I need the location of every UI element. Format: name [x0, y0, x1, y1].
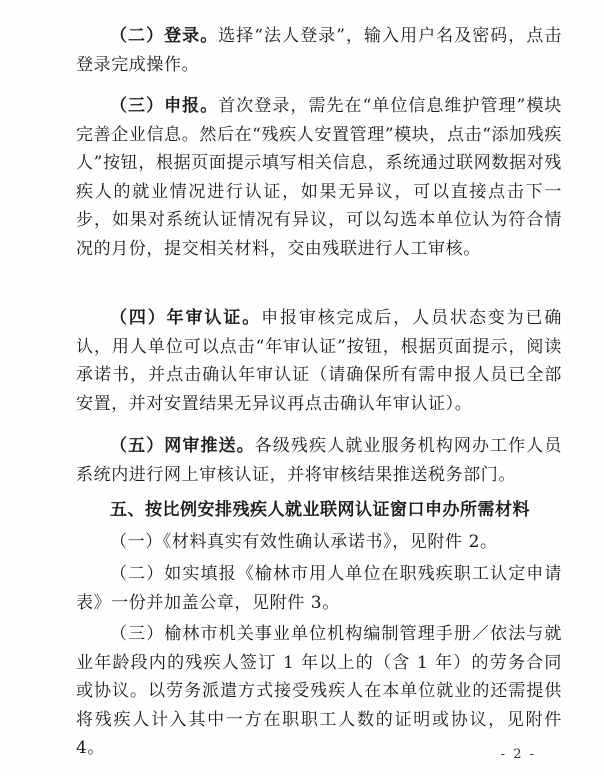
paragraph-annual-review-lead: （四）年审认证。 [110, 308, 262, 328]
material-item-3: （三）榆林市机关事业单位机构编制管理手册／依法与就业年龄段内的残疾人签订 1 年以上的（含 1 年）的劳务合同或协议。以劳务派遣方式接受残疾人在本单位就业的还需提供将残疾人计入其中一方在职职工人数的证明或协议，见附件 4。 [76, 624, 562, 758]
paragraph-annual-review [76, 304, 562, 418]
material-item-1: （一）《材料真实有效性确认承诺书》，见附件 2。 [110, 532, 498, 552]
section-heading: 五、按比例安排残疾人就业联网认证窗口申办所需材料 [110, 500, 530, 520]
paragraph-declare [76, 92, 562, 263]
material-item-2: （二）如实填报《榆林市用人单位在职残疾职工认定申请表》一份并加盖公章，见附件 3。 [76, 564, 562, 613]
paragraph-online-push-text: 各级残疾人就业服务机构网办工作人员系统内进行网上审核认证，并将审核结果推送税务部门。 [76, 436, 562, 485]
paragraph-annual-review-text: 申报审核完成后，人员状态变为已确认，用人单位可以点击“年审认证”按钮，根据页面提示，阅读承诺书，并点击确认年审认证（请确保所有需申报人员已全部安置，并对安置结果无异议再点击确认年审认证）。 [76, 308, 562, 414]
paragraph-login-text: 选择“法人登录”，输入用户名及密码，点击登录完成操作。 [76, 26, 562, 75]
paragraph-login-lead: （二）登录。 [110, 26, 219, 46]
paragraph-online-push-lead: （五）网审推送。 [110, 436, 255, 456]
paragraph-online-push [76, 432, 562, 489]
paragraph-declare-lead: （三）申报。 [110, 96, 219, 116]
page-number: - 2 - [500, 747, 536, 762]
paragraph-declare-text: 首次登录，需先在“单位信息维护管理”模块完善企业信息。然后在“残疾人安置管理”模块，点击“添加残疾人”按钮，根据页面提示填写相关信息，系统通过联网数据对残疾人的就业情况进行认证，如果无异议，可以直接点击下一步，如果对系统认证情况有异议，可以勾选本单位认为符合情况的月份，提交相关材料，交由残联进行人工审核。 [76, 96, 562, 259]
paragraph-login [76, 22, 562, 79]
